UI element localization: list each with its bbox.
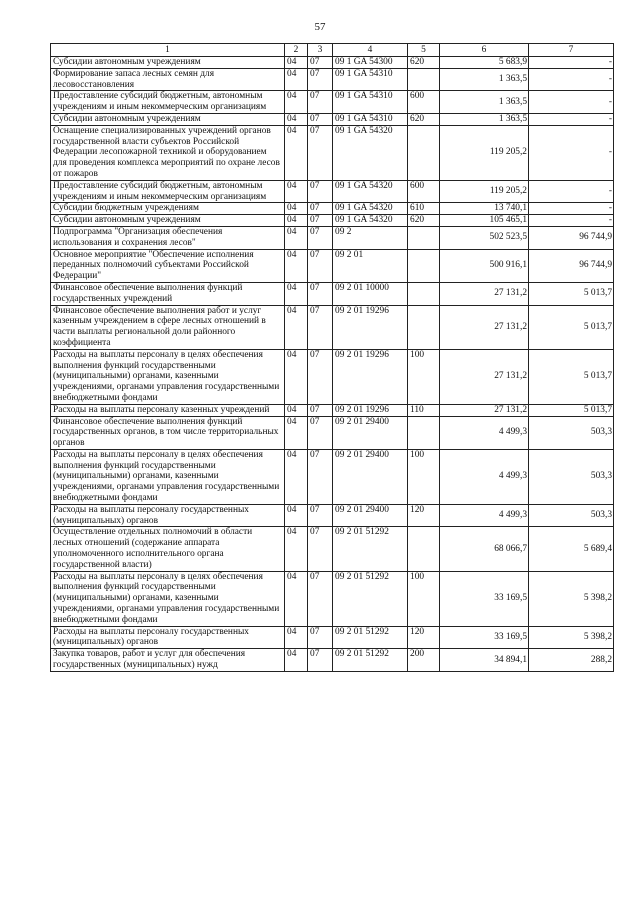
subsection-code: 07	[308, 349, 333, 404]
amount-federal: 5 689,4	[529, 527, 614, 571]
target-article-code: 09 2 01 19296	[333, 404, 408, 416]
expense-type-code: 620	[408, 57, 440, 69]
expense-type-code	[408, 125, 440, 180]
target-article-code: 09 1 GA 54320	[333, 180, 408, 203]
subsection-code: 07	[308, 226, 333, 249]
section-code: 04	[285, 527, 308, 571]
amount-federal: 5 398,2	[529, 571, 614, 626]
row-name: Субсидии автономным учреждениям	[51, 57, 285, 69]
table-row	[51, 571, 614, 626]
target-article-code: 09 2 01 19296	[333, 349, 408, 404]
table-row	[51, 305, 614, 349]
table-row	[51, 504, 614, 527]
amount-total: 4 499,3	[440, 416, 529, 449]
amount-total: 68 066,7	[440, 527, 529, 571]
subsection-code: 07	[308, 416, 333, 449]
amount-total: 13 740,1	[440, 203, 529, 215]
amount-total: 1 363,5	[440, 113, 529, 125]
row-name: Субсидии автономным учреждениям	[51, 113, 285, 125]
target-article-code: 09 2 01 51292	[333, 626, 408, 649]
amount-total: 500 916,1	[440, 249, 529, 282]
amount-total: 27 131,2	[440, 282, 529, 305]
table-row	[51, 249, 614, 282]
expense-type-code: 600	[408, 91, 440, 114]
table-row	[51, 68, 614, 91]
row-name: Оснащение специализированных учреждений органов государственной власти субъектов Российской Федерации лесопожарной техникой и оборудованием для проведения комплекса мероприятий по охране лесов от пожаров	[51, 125, 285, 180]
subsection-code: 07	[308, 180, 333, 203]
amount-total: 105 465,1	[440, 215, 529, 227]
column-header: 7	[529, 44, 614, 57]
amount-federal: -	[529, 57, 614, 69]
subsection-code: 07	[308, 571, 333, 626]
amount-total: 119 205,2	[440, 180, 529, 203]
amount-federal: 5 398,2	[529, 626, 614, 649]
target-article-code: 09 2 01	[333, 249, 408, 282]
section-code: 04	[285, 203, 308, 215]
column-header: 2	[285, 44, 308, 57]
column-header: 3	[308, 44, 333, 57]
subsection-code: 07	[308, 249, 333, 282]
row-name: Субсидии автономным учреждениям	[51, 215, 285, 227]
section-code: 04	[285, 91, 308, 114]
row-name: Основное мероприятие "Обеспечение исполнения переданных полномочий субъектами Российской Федерации"	[51, 249, 285, 282]
subsection-code: 07	[308, 68, 333, 91]
target-article-code: 09 2 01 51292	[333, 571, 408, 626]
column-header: 4	[333, 44, 408, 57]
expense-type-code	[408, 226, 440, 249]
row-name: Финансовое обеспечение выполнения работ и услуг казенным учреждением в сфере лесных отношений в части выплаты региональной доли районного коэффициента	[51, 305, 285, 349]
subsection-code: 07	[308, 282, 333, 305]
amount-total: 27 131,2	[440, 404, 529, 416]
row-name: Финансовое обеспечение выполнения функций государственных учреждений	[51, 282, 285, 305]
section-code: 04	[285, 571, 308, 626]
expense-type-code	[408, 305, 440, 349]
row-name: Закупка товаров, работ и услуг для обеспечения государственных (муниципальных) нужд	[51, 649, 285, 672]
expense-type-code	[408, 249, 440, 282]
table-row	[51, 125, 614, 180]
expense-type-code: 200	[408, 649, 440, 672]
expense-type-code: 100	[408, 349, 440, 404]
table-row	[51, 57, 614, 69]
amount-federal: -	[529, 180, 614, 203]
section-code: 04	[285, 504, 308, 527]
target-article-code: 09 1 GA 54310	[333, 91, 408, 114]
expense-type-code	[408, 68, 440, 91]
amount-total: 4 499,3	[440, 449, 529, 504]
subsection-code: 07	[308, 305, 333, 349]
table-row	[51, 113, 614, 125]
target-article-code: 09 2 01 29400	[333, 504, 408, 527]
subsection-code: 07	[308, 404, 333, 416]
section-code: 04	[285, 449, 308, 504]
target-article-code: 09 2 01 29400	[333, 416, 408, 449]
expense-type-code: 620	[408, 113, 440, 125]
subsection-code: 07	[308, 125, 333, 180]
table-row	[51, 226, 614, 249]
expense-type-code: 120	[408, 504, 440, 527]
row-name: Расходы на выплаты персоналу казенных учреждений	[51, 404, 285, 416]
amount-total: 1 363,5	[440, 68, 529, 91]
section-code: 04	[285, 57, 308, 69]
table-row	[51, 416, 614, 449]
expense-type-code	[408, 527, 440, 571]
expense-type-code	[408, 282, 440, 305]
expense-type-code: 600	[408, 180, 440, 203]
amount-federal: 96 744,9	[529, 226, 614, 249]
amount-federal: 96 744,9	[529, 249, 614, 282]
amount-federal: 5 013,7	[529, 305, 614, 349]
section-code: 04	[285, 649, 308, 672]
table-row	[51, 527, 614, 571]
table-row	[51, 649, 614, 672]
amount-total: 33 169,5	[440, 626, 529, 649]
row-name: Предоставление субсидий бюджетным, автономным учреждениям и иным некоммерческим организациям	[51, 180, 285, 203]
section-code: 04	[285, 180, 308, 203]
amount-federal: -	[529, 113, 614, 125]
amount-total: 34 894,1	[440, 649, 529, 672]
row-name: Субсидии бюджетным учреждениям	[51, 203, 285, 215]
amount-federal: -	[529, 91, 614, 114]
subsection-code: 07	[308, 504, 333, 527]
target-article-code: 09 2	[333, 226, 408, 249]
amount-federal: 288,2	[529, 649, 614, 672]
expense-type-code: 100	[408, 449, 440, 504]
section-code: 04	[285, 125, 308, 180]
amount-total: 5 683,9	[440, 57, 529, 69]
row-name: Предоставление субсидий бюджетным, автономным учреждениям и иным некоммерческим организациям	[51, 91, 285, 114]
amount-federal: 5 013,7	[529, 282, 614, 305]
amount-federal: 503,3	[529, 504, 614, 527]
target-article-code: 09 2 01 51292	[333, 649, 408, 672]
subsection-code: 07	[308, 449, 333, 504]
amount-total: 502 523,5	[440, 226, 529, 249]
subsection-code: 07	[308, 57, 333, 69]
amount-federal: -	[529, 215, 614, 227]
row-name: Расходы на выплаты персоналу государственных (муниципальных) органов	[51, 504, 285, 527]
expense-type-code: 620	[408, 215, 440, 227]
row-name: Расходы на выплаты персоналу в целях обеспечения выполнения функций государственными (муниципальными) органами, казенными учреждениями, органами управления государственными внебюджетными фондами	[51, 349, 285, 404]
table-row	[51, 203, 614, 215]
expense-type-code: 610	[408, 203, 440, 215]
subsection-code: 07	[308, 215, 333, 227]
table-row	[51, 215, 614, 227]
amount-total: 1 363,5	[440, 91, 529, 114]
row-name: Подпрограмма "Организация обеспечения использования и сохранения лесов"	[51, 226, 285, 249]
section-code: 04	[285, 626, 308, 649]
target-article-code: 09 1 GA 54320	[333, 215, 408, 227]
amount-federal: 5 013,7	[529, 349, 614, 404]
table-row	[51, 449, 614, 504]
target-article-code: 09 1 GA 54310	[333, 68, 408, 91]
table-row	[51, 626, 614, 649]
subsection-code: 07	[308, 527, 333, 571]
target-article-code: 09 1 GA 54300	[333, 57, 408, 69]
section-code: 04	[285, 305, 308, 349]
target-article-code: 09 1 GA 54320	[333, 125, 408, 180]
section-code: 04	[285, 68, 308, 91]
subsection-code: 07	[308, 113, 333, 125]
table-row	[51, 180, 614, 203]
subsection-code: 07	[308, 203, 333, 215]
section-code: 04	[285, 404, 308, 416]
table-row	[51, 282, 614, 305]
page-number: 57	[314, 21, 326, 33]
expense-type-code	[408, 416, 440, 449]
header-row	[51, 44, 614, 57]
column-header: 5	[408, 44, 440, 57]
section-code: 04	[285, 349, 308, 404]
amount-federal: -	[529, 68, 614, 91]
table-row	[51, 404, 614, 416]
amount-total: 27 131,2	[440, 349, 529, 404]
row-name: Расходы на выплаты персоналу государственных (муниципальных) органов	[51, 626, 285, 649]
subsection-code: 07	[308, 91, 333, 114]
expense-type-code: 110	[408, 404, 440, 416]
table-row	[51, 91, 614, 114]
amount-total: 4 499,3	[440, 504, 529, 527]
amount-total: 27 131,2	[440, 305, 529, 349]
row-name: Расходы на выплаты персоналу в целях обеспечения выполнения функций государственными (муниципальными) органами, казенными учреждениями, органами управления государственными внебюджетными фондами	[51, 571, 285, 626]
target-article-code: 09 2 01 29400	[333, 449, 408, 504]
section-code: 04	[285, 249, 308, 282]
row-name: Формирование запаса лесных семян для лесовосстановления	[51, 68, 285, 91]
amount-federal: -	[529, 203, 614, 215]
target-article-code: 09 2 01 19296	[333, 305, 408, 349]
column-header: 6	[440, 44, 529, 57]
expense-type-code: 100	[408, 571, 440, 626]
section-code: 04	[285, 215, 308, 227]
row-name: Финансовое обеспечение выполнения функций государственных органов, в том числе территориальных органов	[51, 416, 285, 449]
amount-total: 33 169,5	[440, 571, 529, 626]
amount-total: 119 205,2	[440, 125, 529, 180]
section-code: 04	[285, 226, 308, 249]
subsection-code: 07	[308, 626, 333, 649]
target-article-code: 09 2 01 10000	[333, 282, 408, 305]
row-name: Расходы на выплаты персоналу в целях обеспечения выполнения функций государственными (муниципальными) органами, казенными учреждениями, органами управления государственными внебюджетными фондами	[51, 449, 285, 504]
budget-table	[50, 43, 614, 672]
target-article-code: 09 1 GA 54320	[333, 203, 408, 215]
amount-federal: 503,3	[529, 449, 614, 504]
target-article-code: 09 2 01 51292	[333, 527, 408, 571]
section-code: 04	[285, 113, 308, 125]
amount-federal: 503,3	[529, 416, 614, 449]
amount-federal: -	[529, 125, 614, 180]
table-row	[51, 349, 614, 404]
row-name: Осуществление отдельных полномочий в области лесных отношений (содержание аппарата уполномоченного исполнительного органа государственной власти)	[51, 527, 285, 571]
column-header: 1	[51, 44, 285, 57]
section-code: 04	[285, 282, 308, 305]
section-code: 04	[285, 416, 308, 449]
subsection-code: 07	[308, 649, 333, 672]
amount-federal: 5 013,7	[529, 404, 614, 416]
expense-type-code: 120	[408, 626, 440, 649]
target-article-code: 09 1 GA 54310	[333, 113, 408, 125]
